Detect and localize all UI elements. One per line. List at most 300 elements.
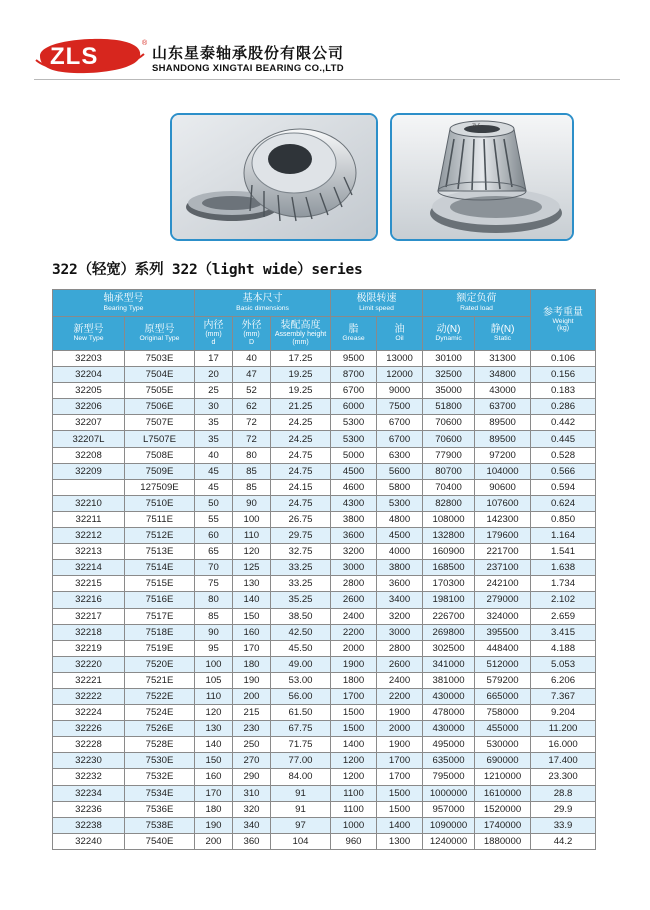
cell-grease-speed: 3000 (331, 560, 377, 576)
cell-new-type: 32204 (53, 367, 125, 383)
cell-static-load: 530000 (475, 737, 531, 753)
cell-outer-diameter: 200 (233, 688, 271, 704)
cell-assembly-height: 19.25 (271, 383, 331, 399)
cell-outer-diameter: 90 (233, 495, 271, 511)
cell-weight: 1.638 (531, 560, 596, 576)
header-divider (34, 79, 620, 80)
cell-new-type: 32205 (53, 383, 125, 399)
cell-static-load: 758000 (475, 705, 531, 721)
cell-weight: 0.445 (531, 431, 596, 447)
cell-original-type: L7507E (125, 431, 195, 447)
cell-weight: 7.367 (531, 688, 596, 704)
cell-grease-speed: 1200 (331, 769, 377, 785)
cell-assembly-height: 61.50 (271, 705, 331, 721)
cell-assembly-height: 35.25 (271, 592, 331, 608)
cell-new-type: 32207 (53, 415, 125, 431)
cell-dynamic-load: 168500 (423, 560, 475, 576)
cell-inner-diameter: 55 (195, 511, 233, 527)
cell-static-load: 221700 (475, 544, 531, 560)
cell-weight: 33.9 (531, 817, 596, 833)
header-assembly-height: 装配高度 Assembly height (mm) (271, 317, 331, 351)
bearing-marking: ZLS (472, 124, 481, 129)
cell-outer-diameter: 310 (233, 785, 271, 801)
table-row (53, 351, 596, 367)
cell-new-type: 32216 (53, 592, 125, 608)
cell-inner-diameter: 75 (195, 576, 233, 592)
cell-oil-speed: 2800 (377, 640, 423, 656)
cell-assembly-height: 91 (271, 785, 331, 801)
cell-weight: 0.594 (531, 479, 596, 495)
cell-oil-speed: 3400 (377, 592, 423, 608)
cell-new-type: 32213 (53, 544, 125, 560)
cell-oil-speed: 6300 (377, 447, 423, 463)
cell-inner-diameter: 95 (195, 640, 233, 656)
cell-oil-speed: 1700 (377, 769, 423, 785)
cell-new-type: 32206 (53, 399, 125, 415)
cell-inner-diameter: 35 (195, 415, 233, 431)
cell-oil-speed: 1300 (377, 833, 423, 849)
cell-original-type: 7509E (125, 463, 195, 479)
cell-oil-speed: 6700 (377, 415, 423, 431)
cell-assembly-height: 91 (271, 801, 331, 817)
cell-new-type: 32232 (53, 769, 125, 785)
cell-grease-speed: 2200 (331, 624, 377, 640)
cell-static-load: 89500 (475, 415, 531, 431)
cell-dynamic-load: 226700 (423, 608, 475, 624)
cell-original-type: 7534E (125, 785, 195, 801)
cell-original-type: 7518E (125, 624, 195, 640)
cell-inner-diameter: 110 (195, 688, 233, 704)
cell-inner-diameter: 65 (195, 544, 233, 560)
cell-weight: 6.206 (531, 672, 596, 688)
cell-dynamic-load: 381000 (423, 672, 475, 688)
cell-static-load: 63700 (475, 399, 531, 415)
cell-new-type: 32234 (53, 785, 125, 801)
table-row (53, 817, 596, 833)
cell-dynamic-load: 51800 (423, 399, 475, 415)
cell-oil-speed: 2000 (377, 721, 423, 737)
company-name-en: SHANDONG XINGTAI BEARING CO.,LTD (152, 63, 344, 74)
cell-grease-speed: 2400 (331, 608, 377, 624)
cell-grease-speed: 6000 (331, 399, 377, 415)
cell-weight: 0.528 (531, 447, 596, 463)
cell-assembly-height: 38.50 (271, 608, 331, 624)
header-bearing-type: 轴承型号 Bearing Type (53, 290, 195, 317)
cell-grease-speed: 9500 (331, 351, 377, 367)
table-row (53, 479, 596, 495)
cell-outer-diameter: 120 (233, 544, 271, 560)
cell-assembly-height: 49.00 (271, 656, 331, 672)
cell-outer-diameter: 72 (233, 431, 271, 447)
cell-grease-speed: 4600 (331, 479, 377, 495)
cell-oil-speed: 1900 (377, 705, 423, 721)
cell-new-type: 32212 (53, 528, 125, 544)
cell-grease-speed: 2600 (331, 592, 377, 608)
cell-dynamic-load: 495000 (423, 737, 475, 753)
header-grease: 脂 Grease (331, 317, 377, 351)
cell-weight: 0.286 (531, 399, 596, 415)
cell-original-type: 7530E (125, 753, 195, 769)
cell-assembly-height: 24.25 (271, 431, 331, 447)
table-row (53, 544, 596, 560)
cell-inner-diameter: 45 (195, 479, 233, 495)
cell-new-type: 32217 (53, 608, 125, 624)
cell-new-type: 32219 (53, 640, 125, 656)
cell-assembly-height: 104 (271, 833, 331, 849)
cell-original-type: 7536E (125, 801, 195, 817)
cell-assembly-height: 67.75 (271, 721, 331, 737)
cell-assembly-height: 24.75 (271, 463, 331, 479)
cell-new-type: 32224 (53, 705, 125, 721)
cell-new-type: 32209 (53, 463, 125, 479)
table-row (53, 560, 596, 576)
cell-static-load: 97200 (475, 447, 531, 463)
cell-static-load: 107600 (475, 495, 531, 511)
cell-oil-speed: 4800 (377, 511, 423, 527)
cell-original-type: 7505E (125, 383, 195, 399)
cell-static-load: 1880000 (475, 833, 531, 849)
cell-assembly-height: 21.25 (271, 399, 331, 415)
cell-oil-speed: 3800 (377, 560, 423, 576)
cell-grease-speed: 1000 (331, 817, 377, 833)
bearing-cup-image (392, 115, 572, 239)
cell-original-type: 7515E (125, 576, 195, 592)
table-row (53, 447, 596, 463)
cell-weight: 5.053 (531, 656, 596, 672)
table-row (53, 431, 596, 447)
cell-static-load: 395500 (475, 624, 531, 640)
cell-dynamic-load: 795000 (423, 769, 475, 785)
table-row (53, 672, 596, 688)
cell-dynamic-load: 108000 (423, 511, 475, 527)
cell-oil-speed: 13000 (377, 351, 423, 367)
cell-weight: 28.8 (531, 785, 596, 801)
cell-weight: 11.200 (531, 721, 596, 737)
cell-dynamic-load: 77900 (423, 447, 475, 463)
cell-grease-speed: 3200 (331, 544, 377, 560)
cell-assembly-height: 56.00 (271, 688, 331, 704)
cell-weight: 0.850 (531, 511, 596, 527)
cell-assembly-height: 24.75 (271, 495, 331, 511)
cell-dynamic-load: 478000 (423, 705, 475, 721)
cell-weight: 2.659 (531, 608, 596, 624)
company-header (34, 36, 620, 80)
cell-weight: 17.400 (531, 753, 596, 769)
cell-grease-speed: 1800 (331, 672, 377, 688)
table-row (53, 528, 596, 544)
cell-original-type: 7504E (125, 367, 195, 383)
cell-assembly-height: 53.00 (271, 672, 331, 688)
cell-oil-speed: 2600 (377, 656, 423, 672)
cell-new-type: 32214 (53, 560, 125, 576)
spec-table-body (53, 351, 596, 850)
cell-weight: 3.415 (531, 624, 596, 640)
cell-weight: 16.000 (531, 737, 596, 753)
table-row (53, 511, 596, 527)
cell-oil-speed: 1500 (377, 801, 423, 817)
cell-dynamic-load: 30100 (423, 351, 475, 367)
cell-new-type: 32236 (53, 801, 125, 817)
cell-outer-diameter: 215 (233, 705, 271, 721)
table-row (53, 592, 596, 608)
cell-dynamic-load: 341000 (423, 656, 475, 672)
table-row (53, 833, 596, 849)
cell-grease-speed: 1100 (331, 785, 377, 801)
cell-weight: 0.624 (531, 495, 596, 511)
header-oil: 油 Oil (377, 317, 423, 351)
cell-assembly-height: 71.75 (271, 737, 331, 753)
cell-oil-speed: 4500 (377, 528, 423, 544)
cell-dynamic-load: 160900 (423, 544, 475, 560)
cell-dynamic-load: 170300 (423, 576, 475, 592)
cell-grease-speed: 5300 (331, 415, 377, 431)
cell-outer-diameter: 190 (233, 672, 271, 688)
cell-dynamic-load: 35000 (423, 383, 475, 399)
table-row (53, 415, 596, 431)
cell-grease-speed: 4500 (331, 463, 377, 479)
header-outer-diameter: 外径 (mm) D (233, 317, 271, 351)
cell-grease-speed: 1900 (331, 656, 377, 672)
cell-oil-speed: 5800 (377, 479, 423, 495)
header-static-load: 静(N) Static (475, 317, 531, 351)
cell-grease-speed: 5000 (331, 447, 377, 463)
cell-outer-diameter: 290 (233, 769, 271, 785)
cell-weight: 4.188 (531, 640, 596, 656)
bearing-spec-table (52, 289, 596, 850)
cell-outer-diameter: 80 (233, 447, 271, 463)
cell-grease-speed: 6700 (331, 383, 377, 399)
cell-dynamic-load: 430000 (423, 721, 475, 737)
cell-weight: 0.106 (531, 351, 596, 367)
header-new-type: 新型号 New Type (53, 317, 125, 351)
cell-outer-diameter: 140 (233, 592, 271, 608)
cell-inner-diameter: 40 (195, 447, 233, 463)
cell-dynamic-load: 32500 (423, 367, 475, 383)
cell-grease-speed: 1500 (331, 721, 377, 737)
cell-inner-diameter: 25 (195, 383, 233, 399)
header-original-type: 原型号 Original Type (125, 317, 195, 351)
cell-new-type: 32211 (53, 511, 125, 527)
cell-inner-diameter: 35 (195, 431, 233, 447)
cell-static-load: 665000 (475, 688, 531, 704)
cell-oil-speed: 3600 (377, 576, 423, 592)
cell-dynamic-load: 1090000 (423, 817, 475, 833)
cell-assembly-height: 33.25 (271, 560, 331, 576)
cell-inner-diameter: 160 (195, 769, 233, 785)
cell-original-type: 7513E (125, 544, 195, 560)
cell-grease-speed: 3800 (331, 511, 377, 527)
cell-assembly-height: 45.50 (271, 640, 331, 656)
cell-new-type: 32240 (53, 833, 125, 849)
cell-inner-diameter: 200 (195, 833, 233, 849)
cell-assembly-height: 84.00 (271, 769, 331, 785)
cell-static-load: 1610000 (475, 785, 531, 801)
table-row (53, 624, 596, 640)
header-inner-diameter: 内径 (mm) d (195, 317, 233, 351)
cell-static-load: 1740000 (475, 817, 531, 833)
cell-oil-speed: 1700 (377, 753, 423, 769)
cell-original-type: 7538E (125, 817, 195, 833)
cell-grease-speed: 3600 (331, 528, 377, 544)
cell-oil-speed: 4000 (377, 544, 423, 560)
cell-inner-diameter: 70 (195, 560, 233, 576)
cell-weight: 0.156 (531, 367, 596, 383)
cell-dynamic-load: 635000 (423, 753, 475, 769)
cell-assembly-height: 29.75 (271, 528, 331, 544)
cell-outer-diameter: 270 (233, 753, 271, 769)
cell-outer-diameter: 100 (233, 511, 271, 527)
cell-dynamic-load: 269800 (423, 624, 475, 640)
cell-original-type: 7526E (125, 721, 195, 737)
cell-new-type (53, 479, 125, 495)
cell-original-type: 7514E (125, 560, 195, 576)
cell-static-load: 104000 (475, 463, 531, 479)
cell-new-type: 32208 (53, 447, 125, 463)
cell-inner-diameter: 30 (195, 399, 233, 415)
cell-dynamic-load: 82800 (423, 495, 475, 511)
cell-weight: 0.183 (531, 383, 596, 399)
cell-new-type: 32226 (53, 721, 125, 737)
header-dynamic-load: 动(N) Dynamic (423, 317, 475, 351)
table-row (53, 721, 596, 737)
table-row (53, 801, 596, 817)
cell-assembly-height: 42.50 (271, 624, 331, 640)
table-row (53, 785, 596, 801)
cell-new-type: 32203 (53, 351, 125, 367)
cell-new-type: 32218 (53, 624, 125, 640)
table-row (53, 383, 596, 399)
cell-oil-speed: 9000 (377, 383, 423, 399)
cell-inner-diameter: 90 (195, 624, 233, 640)
table-row (53, 769, 596, 785)
cell-static-load: 1520000 (475, 801, 531, 817)
bearing-photo-side (170, 113, 378, 241)
cell-outer-diameter: 110 (233, 528, 271, 544)
cell-static-load: 237100 (475, 560, 531, 576)
cell-assembly-height: 26.75 (271, 511, 331, 527)
cell-original-type: 7503E (125, 351, 195, 367)
cell-outer-diameter: 125 (233, 560, 271, 576)
cell-inner-diameter: 130 (195, 721, 233, 737)
cell-original-type: 7521E (125, 672, 195, 688)
table-row (53, 495, 596, 511)
cell-oil-speed: 6700 (377, 431, 423, 447)
cell-original-type: 7520E (125, 656, 195, 672)
cell-dynamic-load: 957000 (423, 801, 475, 817)
cell-oil-speed: 7500 (377, 399, 423, 415)
cell-outer-diameter: 85 (233, 463, 271, 479)
header-limit-speed: 极限转速 Limit speed (331, 290, 423, 317)
cell-outer-diameter: 360 (233, 833, 271, 849)
cell-original-type: 7507E (125, 415, 195, 431)
cell-outer-diameter: 320 (233, 801, 271, 817)
cell-grease-speed: 1400 (331, 737, 377, 753)
cell-dynamic-load: 132800 (423, 528, 475, 544)
table-row (53, 688, 596, 704)
cell-inner-diameter: 50 (195, 495, 233, 511)
cell-assembly-height: 19.25 (271, 367, 331, 383)
cell-assembly-height: 24.25 (271, 415, 331, 431)
cell-outer-diameter: 150 (233, 608, 271, 624)
cell-original-type: 7508E (125, 447, 195, 463)
cell-inner-diameter: 45 (195, 463, 233, 479)
cell-weight: 1.164 (531, 528, 596, 544)
table-row (53, 608, 596, 624)
cell-new-type: 32221 (53, 672, 125, 688)
cell-inner-diameter: 150 (195, 753, 233, 769)
cell-outer-diameter: 250 (233, 737, 271, 753)
cell-outer-diameter: 130 (233, 576, 271, 592)
cell-original-type: 7516E (125, 592, 195, 608)
cell-static-load: 455000 (475, 721, 531, 737)
cell-original-type: 7517E (125, 608, 195, 624)
cell-grease-speed: 2800 (331, 576, 377, 592)
registered-mark: ® (142, 40, 148, 47)
table-row (53, 640, 596, 656)
cell-oil-speed: 1500 (377, 785, 423, 801)
cell-static-load: 142300 (475, 511, 531, 527)
table-row (53, 656, 596, 672)
cell-grease-speed: 1200 (331, 753, 377, 769)
cell-oil-speed: 3000 (377, 624, 423, 640)
cell-inner-diameter: 17 (195, 351, 233, 367)
bearing-photo-cup (390, 113, 574, 241)
cell-new-type: 32228 (53, 737, 125, 753)
header-rated-load: 额定负荷 Rated load (423, 290, 531, 317)
cell-weight: 29.9 (531, 801, 596, 817)
cell-dynamic-load: 70600 (423, 415, 475, 431)
cell-inner-diameter: 100 (195, 656, 233, 672)
cell-original-type: 7532E (125, 769, 195, 785)
cell-dynamic-load: 1240000 (423, 833, 475, 849)
cell-inner-diameter: 190 (195, 817, 233, 833)
cell-dynamic-load: 302500 (423, 640, 475, 656)
cell-grease-speed: 2000 (331, 640, 377, 656)
cell-new-type: 32207L (53, 431, 125, 447)
cell-outer-diameter: 62 (233, 399, 271, 415)
cell-dynamic-load: 70400 (423, 479, 475, 495)
cell-new-type: 32220 (53, 656, 125, 672)
cell-assembly-height: 24.15 (271, 479, 331, 495)
cell-new-type: 32222 (53, 688, 125, 704)
table-row (53, 705, 596, 721)
cell-oil-speed: 1400 (377, 817, 423, 833)
cell-oil-speed: 12000 (377, 367, 423, 383)
cell-static-load: 448400 (475, 640, 531, 656)
cell-weight: 1.541 (531, 544, 596, 560)
cell-outer-diameter: 180 (233, 656, 271, 672)
cell-oil-speed: 3200 (377, 608, 423, 624)
cell-inner-diameter: 85 (195, 608, 233, 624)
cell-assembly-height: 33.25 (271, 576, 331, 592)
cell-dynamic-load: 80700 (423, 463, 475, 479)
cell-original-type: 127509E (125, 479, 195, 495)
cell-outer-diameter: 40 (233, 351, 271, 367)
cell-assembly-height: 77.00 (271, 753, 331, 769)
cell-outer-diameter: 170 (233, 640, 271, 656)
cell-original-type: 7522E (125, 688, 195, 704)
cell-static-load: 279000 (475, 592, 531, 608)
cell-oil-speed: 5300 (377, 495, 423, 511)
cell-inner-diameter: 140 (195, 737, 233, 753)
cell-weight: 2.102 (531, 592, 596, 608)
cell-static-load: 579200 (475, 672, 531, 688)
cell-inner-diameter: 180 (195, 801, 233, 817)
cell-static-load: 90600 (475, 479, 531, 495)
cell-weight: 0.442 (531, 415, 596, 431)
cell-outer-diameter: 230 (233, 721, 271, 737)
cell-static-load: 690000 (475, 753, 531, 769)
